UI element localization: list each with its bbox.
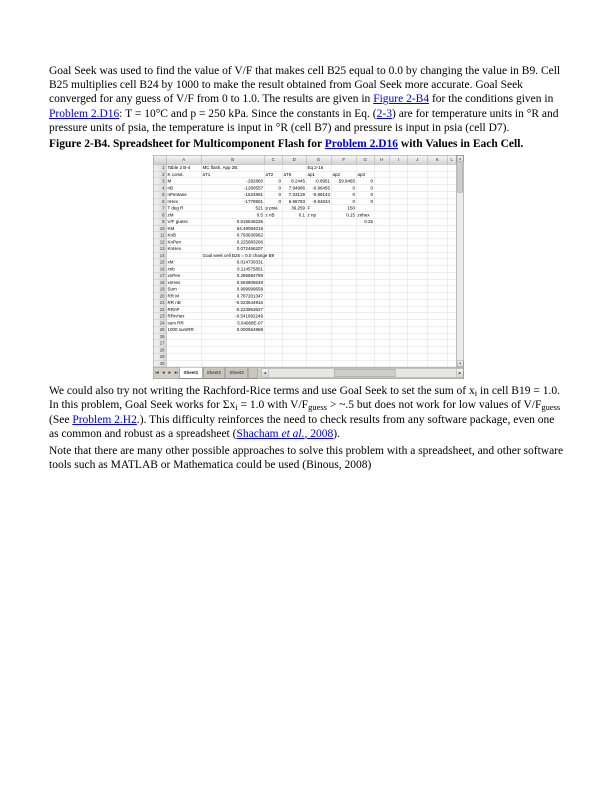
link-shacham-reference[interactable] <box>236 428 333 440</box>
cell-text-D3: 8.2445 <box>291 178 305 184</box>
cell-text-E5: -0.89143 <box>312 192 330 198</box>
cell-text-E4: -0.96455 <box>312 185 330 191</box>
cell-text-E3: -0.8951 <box>314 178 330 184</box>
cell-text-B22: -0.223963627 <box>235 306 263 312</box>
column-header-K: K <box>428 156 448 165</box>
tab-nav-prev-icon: ◀ <box>162 371 165 375</box>
cell-text-D4: 7.94986 <box>288 185 305 191</box>
reference-text-post: , 2008 <box>304 427 334 440</box>
row-number-8: 8 <box>154 212 167 219</box>
tab-nav-last-icon: ▶| <box>174 371 178 375</box>
sheet-header-row <box>154 156 457 165</box>
column-header-A: A <box>167 156 202 165</box>
subscript-i-1: i <box>474 388 478 399</box>
row-number-1: 1 <box>154 165 167 172</box>
scroll-right-icon: ▶ <box>457 369 464 378</box>
cell-text-C6: 0 <box>278 198 281 204</box>
row-number-14: 14 <box>154 252 167 259</box>
link-problem-2h2[interactable]: Problem 2.H2 <box>72 413 137 426</box>
cell-text-B17: 0.286884789 <box>236 273 263 279</box>
discussion-text-4: > ~.5 but does not work for low values of V/F <box>326 399 542 412</box>
cell-text-A11: KnB <box>167 232 177 238</box>
sheet-main-area <box>154 156 464 368</box>
cell-text-B1: MC flash, App 2B. <box>202 165 239 171</box>
row-number-19: 19 <box>154 286 167 293</box>
cell-text-A22: RRnP <box>167 306 180 312</box>
intro-text-3: : T = 10°C and p = 250 kPa. Since the constants in Eq. ( <box>119 107 377 120</box>
link-eq-2-3[interactable]: 2-3 <box>376 107 392 120</box>
column-header-C: C <box>265 156 283 165</box>
select-all-corner <box>154 156 167 165</box>
cell-text-D7: 36.259 <box>291 205 305 211</box>
discussion-text-3: = 1.0 with V/F <box>237 399 309 412</box>
cell-text-F6: 0 <box>352 198 355 204</box>
row-number-12: 12 <box>154 239 167 246</box>
cell-text-B9: 0.615649236 <box>236 219 263 225</box>
cell-text-E2: ap1 <box>307 171 316 177</box>
cell-text-B8: 0.5 <box>256 212 263 218</box>
row-number-11: 11 <box>154 232 167 239</box>
cell-text-C7: p psia <box>265 205 278 211</box>
cell-text-E8: z np <box>307 212 317 218</box>
reference-text-pre: Shacham <box>236 427 282 440</box>
vertical-scroll-track <box>457 193 464 361</box>
cell-text-G9: 0.25 <box>364 219 373 225</box>
cell-text-F7: 150 <box>347 205 355 211</box>
cell-text-C3: 0 <box>278 178 281 184</box>
column-header-F: F <box>332 156 357 165</box>
row-number-26: 26 <box>154 333 167 340</box>
cell-text-C5: 0 <box>278 192 281 198</box>
cell-text-B18: 0.583808648 <box>236 279 263 285</box>
row-number-16: 16 <box>154 266 167 273</box>
cell-text-B11: 0.793630962 <box>236 232 263 238</box>
insert-sheet-tab <box>248 368 257 379</box>
column-header-H: H <box>375 156 390 165</box>
row-number-7: 7 <box>154 205 167 212</box>
cell-text-B24: 5.64968E-07 <box>237 320 263 326</box>
cell-text-C2: aT2 <box>265 171 274 177</box>
cell-text-A6: nHex <box>167 198 179 204</box>
row-number-20: 20 <box>154 293 167 300</box>
cell-text-A21: RR nB <box>167 300 181 306</box>
cell-text-A18: xnHex <box>167 279 181 285</box>
horizontal-scrollbar <box>261 369 463 378</box>
discussion-text-5: (See <box>49 413 73 426</box>
discussion-text-6: .). This difficulty reinforces the need to check results from any software package, even one as common and robust as a spreadsheet ( <box>49 413 555 440</box>
column-header-I: I <box>390 156 408 165</box>
horizontal-scroll-track <box>268 369 456 378</box>
row-number-21: 21 <box>154 300 167 307</box>
cell-text-D5: 7.33129 <box>288 192 305 198</box>
cell-text-B16: 0.114575851 <box>237 266 263 272</box>
vertical-scrollbar <box>457 156 464 368</box>
cell-text-E1: Eq 2-16 <box>307 165 324 171</box>
link-figure-2-b4[interactable]: Figure 2-B4 <box>373 93 430 106</box>
reference-text-etal: et al. <box>281 427 305 440</box>
cell-text-G6: 0 <box>370 198 373 204</box>
cell-text-F5: 0 <box>352 192 355 198</box>
sheet-tab-bar <box>154 367 464 379</box>
cell-text-A8: zM <box>167 212 174 218</box>
sheet-grid <box>154 156 457 368</box>
row-number-9: 9 <box>154 219 167 226</box>
sheet-tab-sheet2: Sheet2 <box>203 368 225 379</box>
cell-text-A17: xnPen <box>167 273 181 279</box>
column-header-G: G <box>357 156 375 165</box>
cell-text-B12: 0.225983266 <box>236 239 263 245</box>
cell-text-G2: ap3 <box>357 171 366 177</box>
cell-text-F8: 0.15 <box>346 212 355 218</box>
cell-text-B5: -1524891 <box>243 192 263 198</box>
cell-text-A16: xnb <box>167 266 175 272</box>
column-header-L: L <box>448 156 457 165</box>
row-number-6: 6 <box>154 198 167 205</box>
row-number-13: 13 <box>154 246 167 253</box>
column-header-E: E <box>307 156 332 165</box>
discussion-text-2: in cell B19 = 1.0. In this problem, Goal Seek works for Σx <box>49 385 560 412</box>
row-number-10: 10 <box>154 225 167 232</box>
cell-text-B21: -0.023644916 <box>235 300 263 306</box>
cell-text-A1: Table 2 B-4 <box>167 165 191 171</box>
figure-caption <box>49 137 566 151</box>
intro-paragraph <box>49 64 566 135</box>
row-number-28: 28 <box>154 347 167 354</box>
note-paragraph <box>49 444 566 472</box>
cell-text-D6: 6.96783 <box>288 198 305 204</box>
cell-text-B20: 0.787201347 <box>236 293 263 299</box>
intro-text-1: Goal Seek was used to find the value of V/F that makes cell B25 equal to 0.0 by changing the value in B9. Cell B25 multiplies cell B24 by 1000 to make the result obtained from Goal Seek more accurate. Goal Seek converged for any guess of V/F from 0 to 1.0. The results are given in <box>49 65 561 106</box>
cell-text-B10: 54.49084015 <box>236 225 263 231</box>
cell-text-G4: 0 <box>370 185 373 191</box>
column-header-D: D <box>283 156 307 165</box>
cell-text-B3: -292860 <box>246 178 263 184</box>
cell-text-A23: RRnHex <box>167 313 185 319</box>
sheet-tabs-container <box>180 368 249 379</box>
subscript-guess-1: guess <box>308 402 327 413</box>
cell-text-B14: Goal seek cell B25 = 0.0 change B9 <box>202 252 275 258</box>
cell-text-C4: 0 <box>278 185 281 191</box>
row-number-4: 4 <box>154 185 167 192</box>
row-number-3: 3 <box>154 178 167 185</box>
cell-text-E7: F <box>307 205 311 211</box>
cell-text-A5: nPentane <box>167 192 187 198</box>
cell-text-B19: 0.999999658 <box>236 286 263 292</box>
cell-text-G8: znhex <box>357 212 370 218</box>
cell-text-A12: KnPen <box>167 239 182 245</box>
vertical-scroll-thumb <box>458 163 464 193</box>
cell-text-A20: RR M <box>167 293 179 299</box>
cell-text-B25: 0.000564968 <box>236 327 263 333</box>
cell-text-A9: V/F guess <box>167 219 188 225</box>
cell-text-A2: K const. <box>167 171 184 177</box>
cell-text-C8: z nB <box>265 212 275 218</box>
discussion-text-1: We could also try not writing the Rachford-Rice terms and use Goal Seek to set the sum of x <box>49 385 475 398</box>
spreadsheet-image <box>153 155 464 379</box>
row-number-27: 27 <box>154 340 167 347</box>
row-number-17: 17 <box>154 273 167 280</box>
cell-text-D2: aT6 <box>283 171 292 177</box>
cell-text-B15: 0.014730331 <box>236 259 263 265</box>
row-number-30: 30 <box>154 360 167 367</box>
horizontal-scroll-thumb <box>334 369 395 377</box>
row-number-23: 23 <box>154 313 167 320</box>
cell-text-F3: 59.8465 <box>338 178 355 184</box>
cell-text-A10: KM <box>167 225 175 231</box>
cell-text-E6: -0.84634 <box>312 198 330 204</box>
intro-text-4: ) are for temperature units in °R and pressure units of psia, the temperature is input in °R (cell B7) and pressure is input in psia (cell D7). <box>49 107 559 134</box>
cell-text-A7: T deg R <box>167 205 184 211</box>
caption-text-1: Figure 2-B4. Spreadsheet for Multicomponent Flash for <box>49 138 325 151</box>
spreadsheet-figure <box>153 155 465 380</box>
cell-text-B7: 521 <box>255 205 263 211</box>
row-number-24: 24 <box>154 320 167 327</box>
tab-nav-next-icon: ▶ <box>168 371 171 375</box>
row-number-29: 29 <box>154 354 167 361</box>
cell-text-B4: -1280557 <box>243 185 263 191</box>
scroll-down-icon: ▼ <box>458 362 462 366</box>
scroll-up-icon: ▲ <box>458 157 462 161</box>
cell-text-A15: xM <box>167 259 174 265</box>
subscript-guess-2: guess <box>541 402 561 413</box>
column-header-B: B <box>202 156 265 165</box>
row-number-5: 5 <box>154 192 167 199</box>
cell-text-B6: -1778901 <box>243 198 263 204</box>
cell-text-F4: 0 <box>352 185 355 191</box>
cell-text-B13: 0.072466207 <box>236 246 263 252</box>
cell-text-A3: M <box>167 178 172 184</box>
column-header-J: J <box>408 156 428 165</box>
cell-text-F2: ap2 <box>332 171 341 177</box>
row-number-18: 18 <box>154 279 167 286</box>
caption-text-2: with Values in Each Cell. <box>398 138 524 151</box>
cell-text-A19: Sum <box>167 286 177 292</box>
row-number-22: 22 <box>154 306 167 313</box>
scroll-left-icon: ◀ <box>261 369 268 378</box>
cell-text-A24: sum RR <box>167 320 184 326</box>
cell-text-B23: -0.541692249 <box>235 313 263 319</box>
row-number-25: 25 <box>154 327 167 334</box>
cell-text-G3: 0 <box>370 178 373 184</box>
cell-text-B2: aT1 <box>202 171 211 177</box>
cell-text-D8: 0.1 <box>298 212 305 218</box>
cell-text-A13: KnHex <box>167 246 182 252</box>
cell-text-A25: 1000 sumRR <box>167 327 194 333</box>
discussion-paragraph <box>49 384 566 441</box>
subscript-i-2: i <box>235 402 238 413</box>
link-problem-2d16-caption[interactable]: Problem 2.D16 <box>324 138 399 151</box>
intro-text-2: for the conditions given in <box>429 93 554 106</box>
link-problem-2d16[interactable]: Problem 2.D16 <box>49 107 120 120</box>
cell-text-G5: 0 <box>370 192 373 198</box>
sheet-tab-sheet3: Sheet3 <box>226 368 248 379</box>
discussion-text-7: ). <box>333 427 340 440</box>
note-text: Note that there are many other possible approaches to solve this problem with a spreadsheet, and other software tools such as MATLAB or Mathematica could be used (Binous, 2008) <box>49 445 564 472</box>
cell-text-A4: nB <box>167 185 174 191</box>
sheet-tab-sheet1: Sheet1 <box>180 368 203 379</box>
row-number-2: 2 <box>154 171 167 178</box>
tab-nav-first-icon: |◀ <box>155 371 159 375</box>
row-number-15: 15 <box>154 259 167 266</box>
